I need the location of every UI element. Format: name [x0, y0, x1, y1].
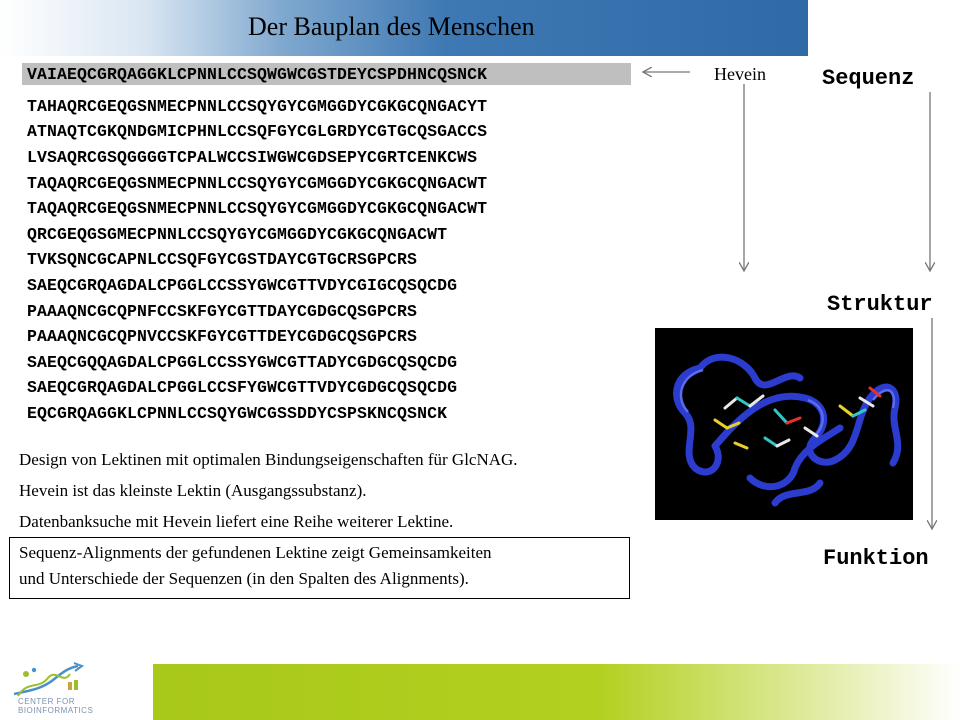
- sequence-row: SAEQCGRQAGDALCPGGLCCSSYGWCGTTVDYCGIGCQSQCDG: [27, 276, 458, 295]
- sequence-row: LVSAQRCGSQGGGGTCPALWCCSIWGWCGDSEPYCGRTCENKCWS: [27, 148, 478, 167]
- sequence-row: TAHAQRCGEQGSNMECPNNLCCSQYGYCGMGGDYCGKGCQNGACYT: [27, 97, 488, 116]
- logo-text: CENTER FOR BIOINFORMATICS: [18, 697, 94, 715]
- sequence-row: TAQAQRCGEQGSNMECPNNLCCSQYGYCGMGGDYCGKGCQNGACWT: [27, 199, 488, 218]
- funktion-label: Funktion: [823, 546, 929, 571]
- sequence-row: EQCGRQAGGKLCPNNLCCSQYGWCGSSDDYCSPSKNCQSNCK: [27, 404, 448, 423]
- text-line: Design von Lektinen mit optimalen Bindungseigenschaften für GlcNAG.: [19, 450, 518, 469]
- sequence-row: PAAAQNCGCQPNVCCSKFGYCGTTDEYCGDGCQSGPCRS: [27, 327, 418, 346]
- sequence-row: QRCGEQGSGMECPNNLCCSQYGYCGMGGDYCGKGCQNGACWT: [27, 225, 448, 244]
- slide-title: Der Bauplan des Menschen: [248, 12, 535, 41]
- footer-bar: [153, 664, 960, 720]
- text-line: Datenbanksuche mit Hevein liefert eine Reihe weiterer Lektine.: [19, 512, 454, 531]
- alignment-note-box: [9, 537, 630, 599]
- hevein-label: Hevein: [714, 64, 766, 84]
- sequenz-label: Sequenz: [822, 66, 915, 91]
- sequence-row: TVKSQNCGCAPNLCCSQFGYCGSTDAYCGTGCRSGPCRS: [27, 250, 418, 269]
- reference-sequence: VAIAEQCGRQAGGKLCPNNLCCSQWGWCGSTDEYCSPDHNCQSNCK: [27, 65, 488, 84]
- sequence-row: SAEQCGQQAGDALCPGGLCCSSYGWCGTTADYCGDGCQSQCDG: [27, 353, 458, 372]
- box-text-line: Sequenz-Alignments der gefundenen Lektine zeigt Gemeinsamkeiten: [19, 543, 492, 562]
- box-text-line: und Unterschiede der Sequenzen (in den Spalten des Alignments).: [19, 569, 469, 588]
- text-line: Hevein ist das kleinste Lektin (Ausgangssubstanz).: [19, 481, 367, 500]
- sequence-row: ATNAQTCGKQNDGMICPHNLCCSQFGYCGLGRDYCGTGCQSGACCS: [27, 122, 488, 141]
- sequence-row: TAQAQRCGEQGSNMECPNNLCCSQYGYCGMGGDYCGKGCQNGACWT: [27, 174, 488, 193]
- struktur-label: Struktur: [827, 292, 933, 317]
- protein-structure-image: [655, 328, 913, 520]
- sequence-row: SAEQCGRQAGDALCPGGLCCSFYGWCGTTVDYCGDGCQSQCDG: [27, 378, 458, 397]
- sequence-row: PAAAQNCGCQPNFCCSKFGYCGTTDAYCGDGCQSGPCRS: [27, 302, 418, 321]
